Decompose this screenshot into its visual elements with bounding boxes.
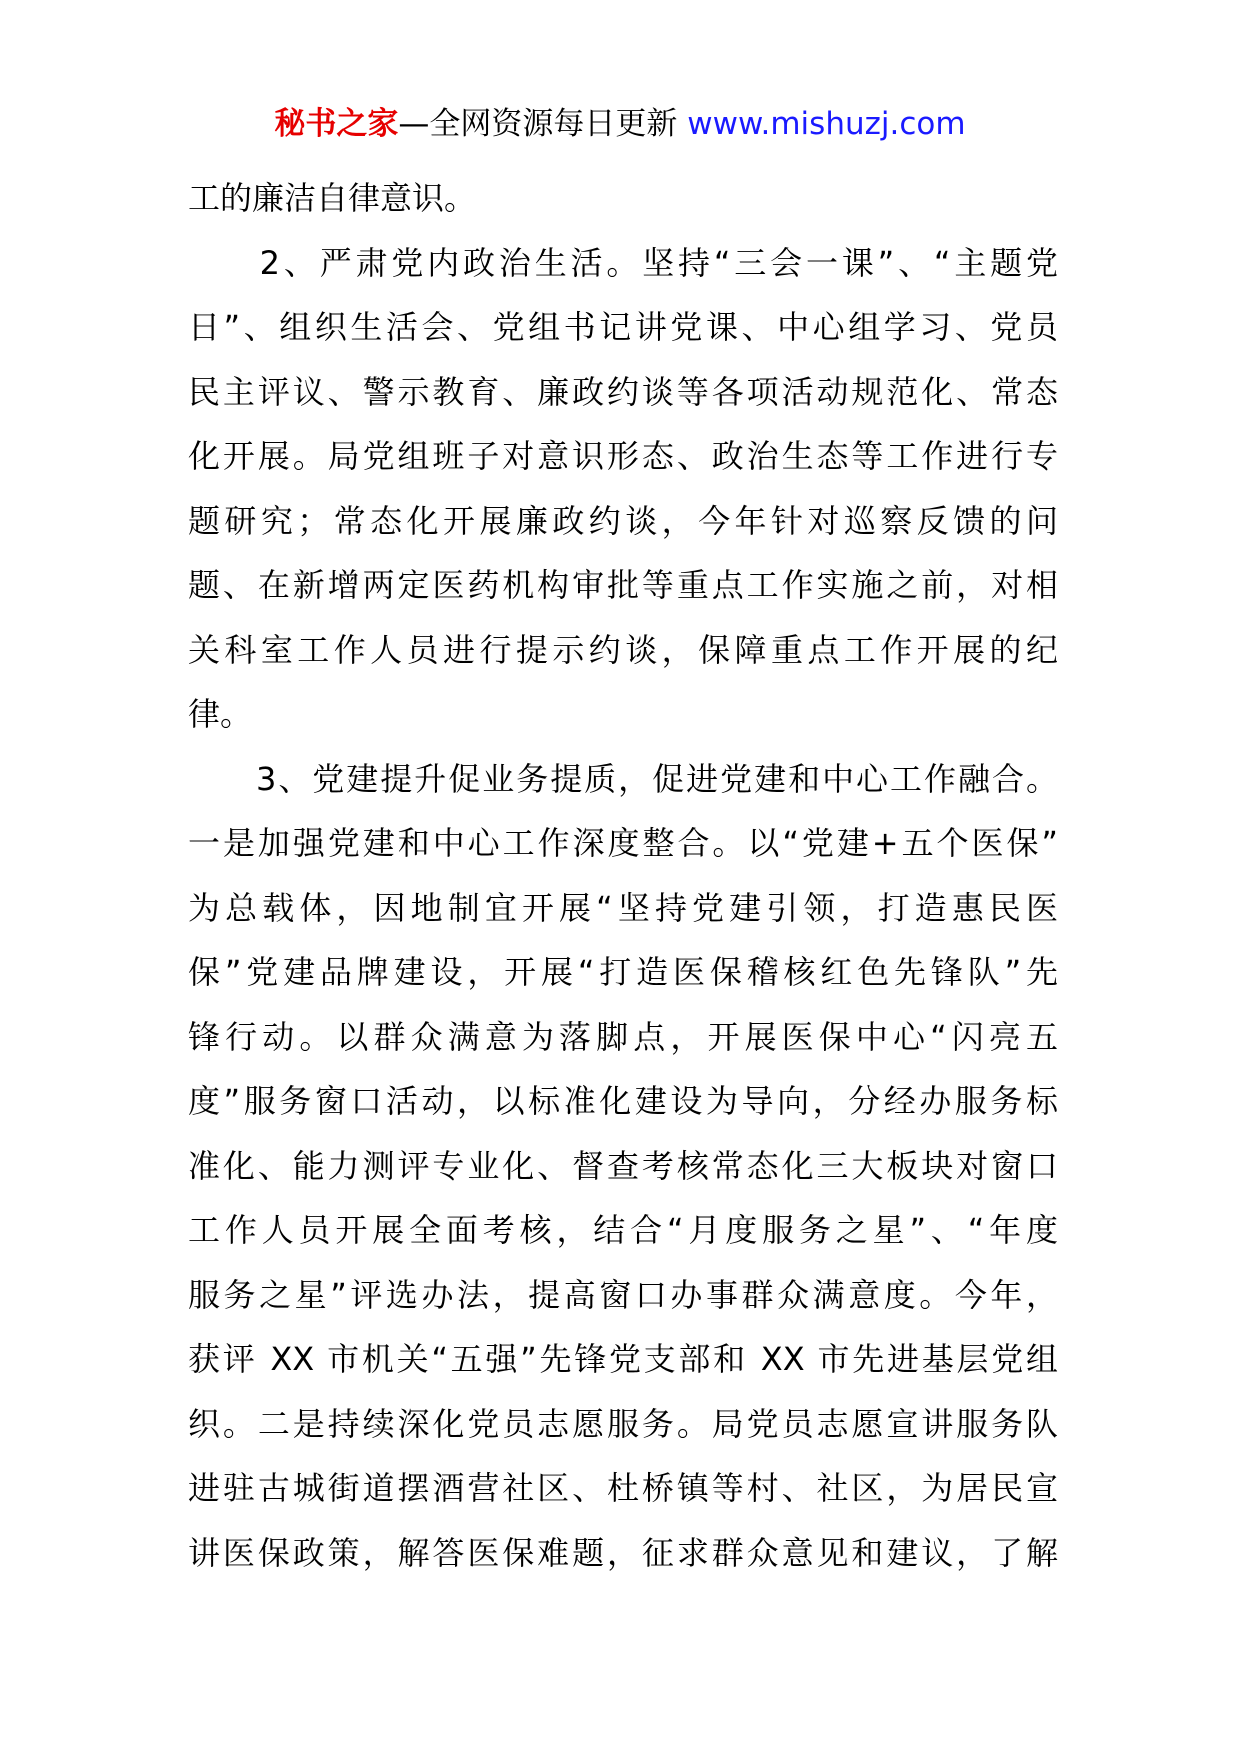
text-line: 准化、能力测评专业化、督查考核常态化三大板块对窗口 [188, 1146, 1058, 1185]
text-line: 织。二是持续深化党员志愿服务。局党员志愿宣讲服务队 [188, 1404, 1058, 1443]
text-line: 律。 [188, 695, 253, 733]
text-line: 3、党建提升促业务提质，促进党建和中心工作融合。 [188, 759, 1058, 798]
text-line: 2、严肃党内政治生活。坚持“三会一课”、“主题党 [188, 243, 1058, 282]
text-line: 进驻古城街道摆酒营社区、杜桥镇等村、社区，为居民宣 [188, 1469, 1058, 1507]
text-line: 为总载体，因地制宜开展“坚持党建引领，打造惠民医 [188, 888, 1058, 927]
text-line: 工的廉洁自律意识。 [188, 179, 477, 217]
text-line: 题、在新增两定医药机构审批等重点工作实施之前，对相 [188, 566, 1058, 604]
text-line: 度”服务窗口活动，以标准化建设为导向，分经办服务标 [188, 1082, 1058, 1120]
text-line: 关科室工作人员进行提示约谈，保障重点工作开展的纪 [188, 630, 1058, 669]
text-line: 讲医保政策，解答医保难题，征求群众意见和建议，了解 [188, 1533, 1058, 1572]
header-tagline: —全网资源每日更新 [398, 106, 678, 142]
text-line: 日”、组织生活会、党组书记讲党课、中心组学习、党员 [188, 308, 1058, 346]
document-body [188, 166, 1058, 1585]
header-brand: 秘书之家 [274, 106, 399, 142]
text-line: 一是加强党建和中心工作深度整合。以“党建+五个医保” [188, 824, 1058, 862]
text-line: 锋行动。以群众满意为落脚点，开展医保中心“闪亮五 [188, 1017, 1058, 1056]
text-line: 保”党建品牌建设，开展“打造医保稽核红色先锋队”先 [188, 953, 1058, 991]
header-url[interactable]: www.mishuzj.com [687, 106, 966, 142]
text-line: 化开展。局党组班子对意识形态、政治生态等工作进行专 [188, 437, 1058, 475]
text-line: 获评 XX 市机关“五强”先锋党支部和 XX 市先进基层党组 [188, 1340, 1058, 1378]
text-line: 民主评议、警示教育、廉政约谈等各项活动规范化、常态 [188, 372, 1058, 411]
page-header [0, 100, 1240, 148]
text-line: 工作人员开展全面考核，结合“月度服务之星”、“年度 [188, 1211, 1058, 1249]
text-line: 题研究；常态化开展廉政约谈，今年针对巡察反馈的问 [188, 501, 1058, 540]
text-line: 服务之星”评选办法，提高窗口办事群众满意度。今年， [188, 1275, 1058, 1314]
